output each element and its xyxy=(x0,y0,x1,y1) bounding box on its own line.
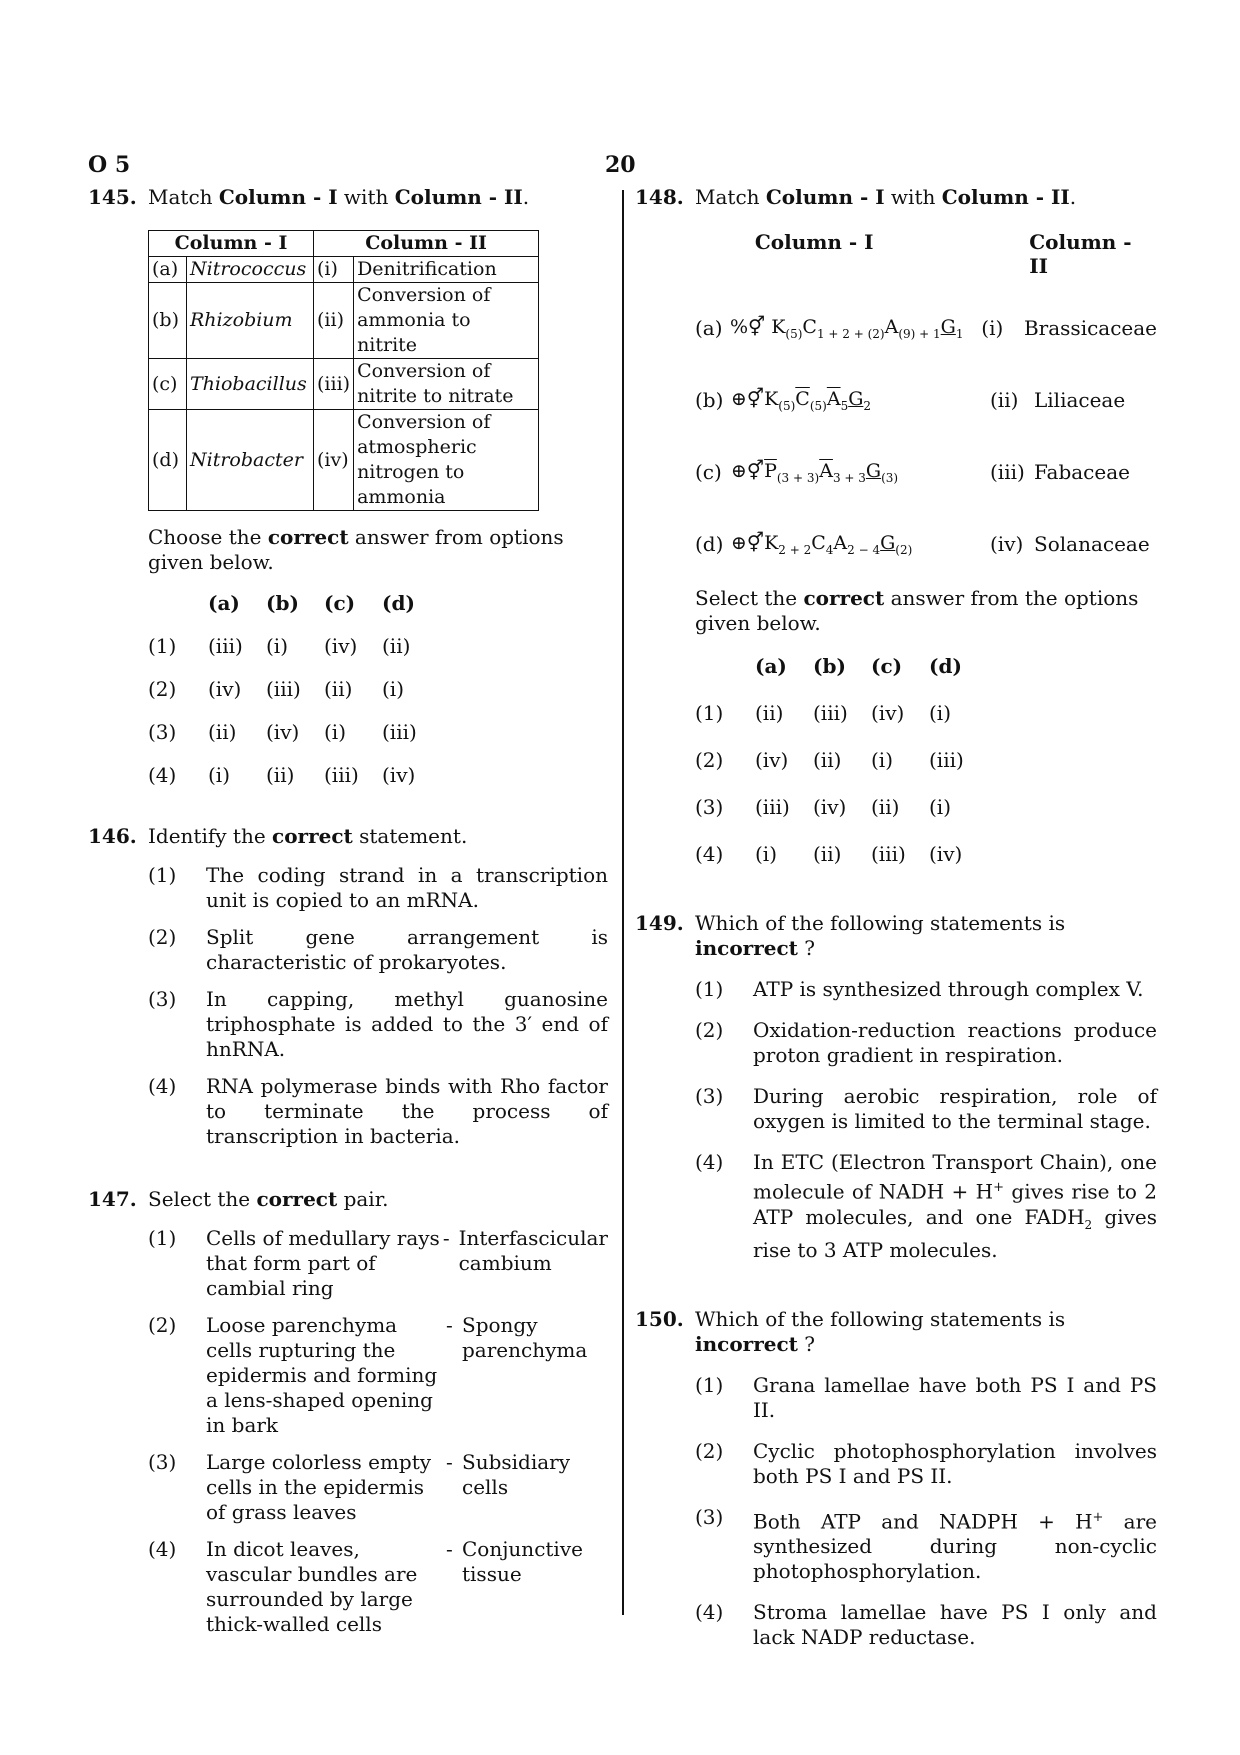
column-divider xyxy=(622,190,624,1615)
answer-option[interactable]: (3) In capping, methyl guanosine triphosphate is added to the 3′ end of hnRNA. xyxy=(148,987,608,1061)
floral-formula: %⚥ $K_{(5)}C_{1 + 2 + (2)}A_{(9) + 1}G_1$ xyxy=(729,315,964,341)
page-number: 20 xyxy=(605,152,636,178)
floral-formula: $\oplus⚥\overline{P}_{(3 + 3)}\overline{A}_{3 + 3}G_{(3)}$ xyxy=(731,459,899,485)
answer-option[interactable]: (4) (i) (ii) (iii) (iv) xyxy=(148,763,416,787)
question-number: 147. xyxy=(88,1187,137,1211)
question-146: 146. Identify the correct statement. (1) The coding strand in a transcription unit is copied to an mRNA. (2) Split gene arrangement is characteristic of prokaryotes. (3) In capping, methyl guanosine triphosphate is added to the 3′ end of hnRNA. (4) RNA polymerase binds with Rho factor to terminate the process of transcription in bacteria. xyxy=(88,824,608,1148)
answer-option[interactable]: (2) (iv) (ii) (i) (iii) xyxy=(695,748,964,772)
answer-option[interactable]: (4) Stroma lamellae have PS I only and lack NADP reductase. xyxy=(695,1600,1157,1650)
answer-option[interactable]: (3) (iii) (iv) (ii) (i) xyxy=(695,795,952,819)
floral-formula: $\oplus⚥K_{2 + 2}C_4A_{2 - 4}G_{(2)}$ xyxy=(731,531,913,557)
match-row: (a) %⚥ $K_{(5)}C_{1 + 2 + (2)}A_{(9) + 1}G_1$ (i) Brassicaceae xyxy=(695,315,1158,341)
column-headers: Column - I Column - II xyxy=(754,230,1132,278)
answer-option[interactable]: (1) (iii) (i) (iv) (ii) xyxy=(148,634,411,658)
question-number: 148. xyxy=(635,185,684,209)
answer-option[interactable]: (3) Both ATP and NADPH + H+ are synthesized during non-cyclic photophosphorylation. xyxy=(695,1504,1157,1584)
answer-option[interactable]: (4) In ETC (Electron Transport Chain), one molecule of NADH + H+ gives rise to 2 ATP molecules, and one $FADH_2$ gives rise to 3 ATP molecules. xyxy=(695,1150,1157,1262)
table-row: (c) Thiobacillus (iii) Conversion of nitrite to nitrate xyxy=(149,359,539,410)
match-row: (b) $\oplus⚥K_{(5)}\overline{C}_{(5)}\overline{A}_5G_2$ (ii) Liliaceae xyxy=(695,387,1126,413)
table-row: (d) Nitrobacter (iv) Conversion of atmospheric nitrogen to ammonia xyxy=(149,410,539,511)
question-147: 147. Select the correct pair. (1) Cells of medullary rays that form part of cambial ring - Interfascicular cambium (2) Loose parenchyma cells rupturing the epidermis and forming a lens-shaped opening in bark - Spongy parenchyma (3) Large colorless empty cells in the epidermis of grass leaves - Subsidiary cells (4) In dicot leaves, vascular bundles are surrounded by large thick-walled cells - Conjunctive tissue xyxy=(88,1187,608,1636)
question-149: 149. Which of the following statements is incorrect ? (1) ATP is synthesized through complex V. (2) Oxidation-reduction reactions produce proton gradient in respiration. (3) During aerobic respiration, role of oxygen is limited to the terminal stage. (4) In ETC (Electron Transport Chain), one molecule of NADH + H+ gives rise to 2 ATP molecules, and one $FADH_2$ gives rise to 3 ATP molecules. xyxy=(635,911,1157,1262)
right-column xyxy=(635,185,1157,1650)
answer-option[interactable]: (1) ATP is synthesized through complex V. xyxy=(695,977,1144,1001)
answer-option[interactable]: (2) Loose parenchyma cells rupturing the epidermis and forming a lens-shaped opening in bark - Spongy parenchyma xyxy=(148,1313,588,1437)
question-148: 148. Match Column - I with Column - II. Column - I Column - II (a) %⚥ $K_{(5)}C_{1 + 2 + (2)}A_{(9) + 1}G_1$ (i) Brassicaceae (b) $\oplus⚥K_{(5)}\overline{C}_{(5)}\overline{A}_5G_2$ (ii) Liliaceae (c) $\oplus⚥\overline{P}_{(3 + 3)}\overline{A}_{3 + 3}G_{(3)}$ (iii) Fabaceae (d) $\oplus⚥K_{2 + 2}C_4A_{2 - 4}G_{(2)}$ (iv) Solanaceae Select the correct answer from the options given below. (a) (b) (c) (d) (1) (ii) (iii) (iv) (i) (2) (iv) (ii) (i) (iii) (3) (iii) (iv) (ii) (i) (4) (i) (ii) (iii) (iv) xyxy=(635,185,1158,866)
table-row: (a) Nitrococcus (i) Denitrification xyxy=(149,257,539,283)
instruction: Choose the correct answer from options given below. xyxy=(148,525,564,574)
floral-formula: $\oplus⚥K_{(5)}\overline{C}_{(5)}\overline{A}_5G_2$ xyxy=(731,387,872,413)
question-number: 146. xyxy=(88,824,137,848)
answer-option[interactable]: (2) Cyclic photophosphorylation involves both PS I and PS II. xyxy=(695,1438,1157,1488)
answer-option[interactable]: (3) During aerobic respiration, role of oxygen is limited to the terminal stage. xyxy=(695,1084,1157,1133)
answer-option[interactable]: (1) (ii) (iii) (iv) (i) xyxy=(695,701,952,725)
question-number: 150. xyxy=(635,1306,684,1331)
answer-option[interactable]: (1) Cells of medullary rays that form part of cambial ring - Interfascicular cambium xyxy=(148,1226,608,1300)
match-table: Column - I Column - II (a) Nitrococcus (i) Denitrification (b) Rhizobium (ii) Conversion of ammonia to nitrite (c) Thiobacillus (iii) Conversion of nitrite to nitrate (d) Nitrobacter (iv) Conversion of atmospheric nitrogen to ammonia xyxy=(148,230,539,511)
answer-options: (a) (b) (c) (d) (1) (iii) (i) (iv) (ii) (2) (iv) (iii) (ii) (i) (3) (ii) (iv) (i) (iii) (4) (i) (ii) (iii) (iv) xyxy=(148,591,608,788)
table-row: (b) Rhizobium (ii) Conversion of ammonia to nitrite xyxy=(149,283,539,359)
instruction: Select the correct answer from the options given below. xyxy=(695,586,1139,635)
match-row: (c) $\oplus⚥\overline{P}_{(3 + 3)}\overline{A}_{3 + 3}G_{(3)}$ (iii) Fabaceae xyxy=(695,459,1130,485)
left-column xyxy=(88,185,608,1637)
question-number: 145. xyxy=(88,185,137,209)
question-145: 145. Match Column - I with Column - II. Column - I Column - II (a) Nitrococcus (i) Denitrification (b) Rhizobium (ii) Conversion of ammonia to nitrite (c) Thiobacillus (iii) Conversion of nitrite to nitrate (d) Nitrobacter (iv) Conversion of atmospheric nitrogen to ammonia Choose the correct answer from options given below. (a) (b) (c) (d) (1) (iii) (i) (iv) (ii) (2) (iv) (iii) (ii) (i) (3) (ii) (iv) (i) (iii) (4) (i) (ii) (iii) (iv) xyxy=(88,185,608,788)
question-number: 149. xyxy=(635,911,684,935)
answer-option[interactable]: (2) Split gene arrangement is characteristic of prokaryotes. xyxy=(148,925,608,974)
answer-option[interactable]: (3) Large colorless empty cells in the epidermis of grass leaves - Subsidiary cells xyxy=(148,1450,571,1524)
answer-option[interactable]: (3) (ii) (iv) (i) (iii) xyxy=(148,720,417,744)
answer-option[interactable]: (1) Grana lamellae have both PS I and PS II. xyxy=(695,1372,1157,1422)
answer-option[interactable]: (1) The coding strand in a transcription unit is copied to an mRNA. xyxy=(148,863,608,912)
match-row: (d) $\oplus⚥K_{2 + 2}C_4A_{2 - 4}G_{(2)}$ (iv) Solanaceae xyxy=(695,531,1150,557)
answer-option[interactable]: (4) RNA polymerase binds with Rho factor to terminate the process of transcription in bacteria. xyxy=(148,1074,608,1148)
answer-options: (a) (b) (c) (d) (1) (ii) (iii) (iv) (i) (2) (iv) (ii) (i) (iii) (3) (iii) (iv) (ii) (i) (4) (i) (ii) (iii) (iv) xyxy=(695,654,1157,867)
question-150: 150. Which of the following statements is incorrect ? (1) Grana lamellae have both PS I and PS II. (2) Cyclic photophosphorylation involves both PS I and PS II. (3) Both ATP and NADPH + H+ are synthesized during non-cyclic photophosphorylation. (4) Stroma lamellae have PS I only and lack NADP reductase. xyxy=(635,1306,1157,1650)
answer-option[interactable]: (4) (i) (ii) (iii) (iv) xyxy=(695,842,963,866)
paper-code: O 5 xyxy=(88,152,131,178)
floral-formula-list xyxy=(695,306,1157,566)
answer-option[interactable]: (2) Oxidation-reduction reactions produce proton gradient in respiration. xyxy=(695,1018,1157,1067)
answer-option[interactable]: (2) (iv) (iii) (ii) (i) xyxy=(148,677,405,701)
answer-option[interactable]: (4) In dicot leaves, vascular bundles are surrounded by large thick-walled cells - Conjunctive tissue xyxy=(148,1537,583,1636)
